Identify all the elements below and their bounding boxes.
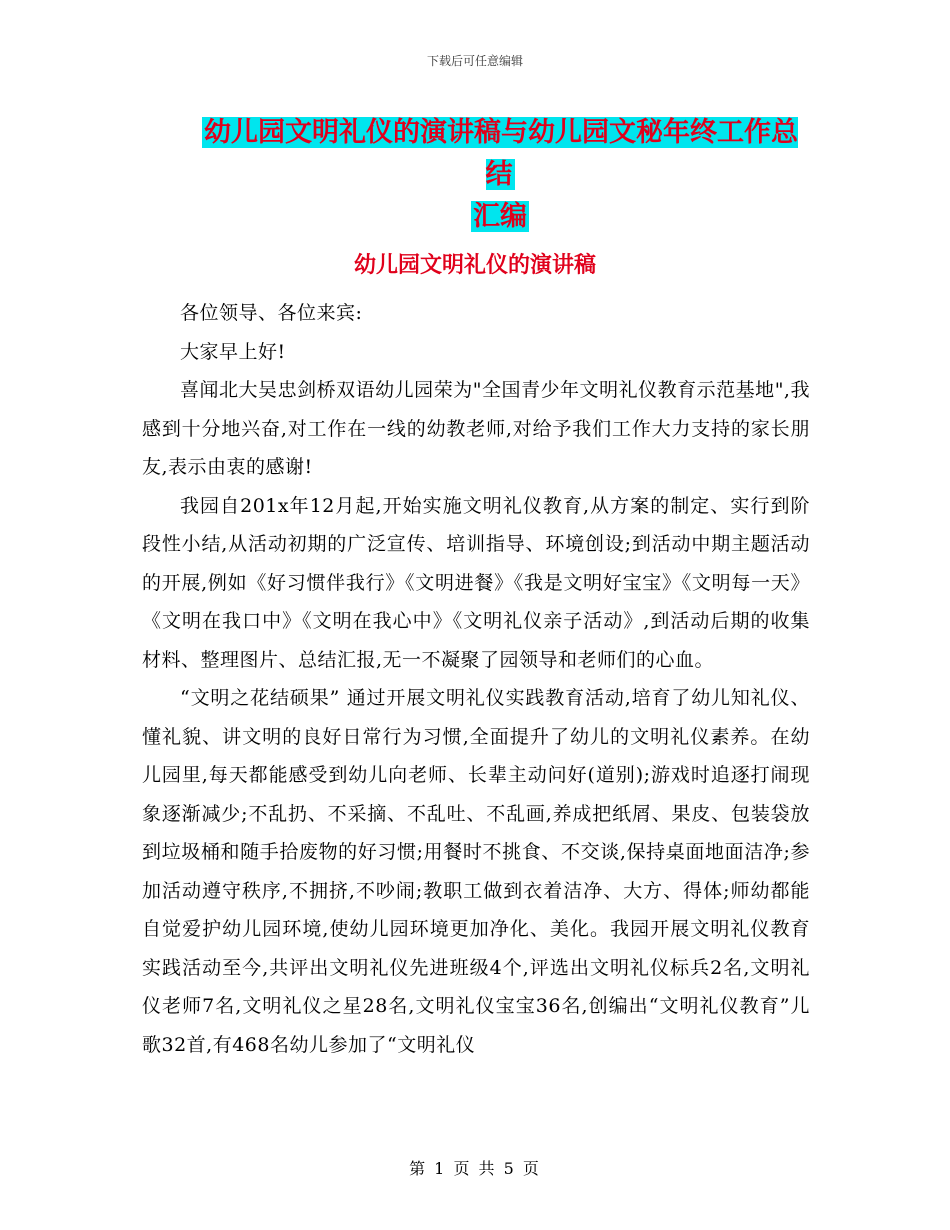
header-note: 下载后可任意编辑 bbox=[426, 54, 523, 68]
paragraph-greeting: 大家早上好! bbox=[180, 340, 286, 363]
document-title-line2: 汇编 bbox=[473, 201, 527, 232]
paragraph: “文明之花结硕果” 通过开展文明礼仪实践教育活动,培育了幼儿知礼仪、懂礼貌、讲文明的良好日常行为习惯,全面提升了幼儿的文明礼仪素养。在幼儿园里,每天都能感受到幼儿向老师、长辈主动问好(道别);游戏时追逐打闹现象逐渐减少;不乱扔、不采摘、不乱吐、不乱画,养成把纸屑、果皮、包装袋放到垃圾桶和随手拾废物的好习惯;用餐时不挑食、不交谈,保持桌面地面洁净;参加活动遵守秩序,不拥挤,不吵闹;教职工做到衣着洁净、大方、得体;师幼都能自觉爱护幼儿园环境,使幼儿园环境更加净化、美化。我园开展文明礼仪教育实践活动至今,共评出文明礼仪先进班级4个,评选出文明礼仪标兵2名,文明礼仪老师7名,文明礼仪之星28名,文明礼仪宝宝36名,创编出“文明礼仪教育”儿歌32首,有468名幼儿参加了“文明礼仪 bbox=[142, 687, 810, 1056]
paragraph-salutation: 各位领导、各位来宾: bbox=[180, 302, 363, 324]
document-title bbox=[190, 112, 810, 238]
page-footer: 第 1 页 共 5 页 bbox=[409, 1159, 541, 1178]
document-title-line1: 幼儿园文明礼仪的演讲稿与幼儿园文秘年终工作总结 bbox=[204, 117, 798, 190]
paragraph: 喜闻北大吴忠剑桥双语幼儿园荣为"全国青少年文明礼仪教育示范基地",我感到十分地兴奋,对工作在一线的幼教老师,对给予我们工作大力支持的家长朋友,表示由衷的感谢! bbox=[142, 379, 810, 478]
body-text bbox=[142, 294, 810, 1064]
section-title: 幼儿园文明礼仪的演讲稿 bbox=[353, 253, 596, 278]
paragraph: 我园自201x年12月起,开始实施文明礼仪教育,从方案的制定、实行到阶段性小结,从活动初期的广泛宣传、培训指导、环境创设;到活动中期主题活动的开展,例如《好习惯伴我行》《文明进餐》《我是文明好宝宝》《文明每一天》《文明在我口中》《文明在我心中》《文明礼仪亲子活动》,到活动后期的收集材料、整理图片、总结汇报,无一不凝聚了园领导和老师们的心血。 bbox=[142, 494, 810, 671]
